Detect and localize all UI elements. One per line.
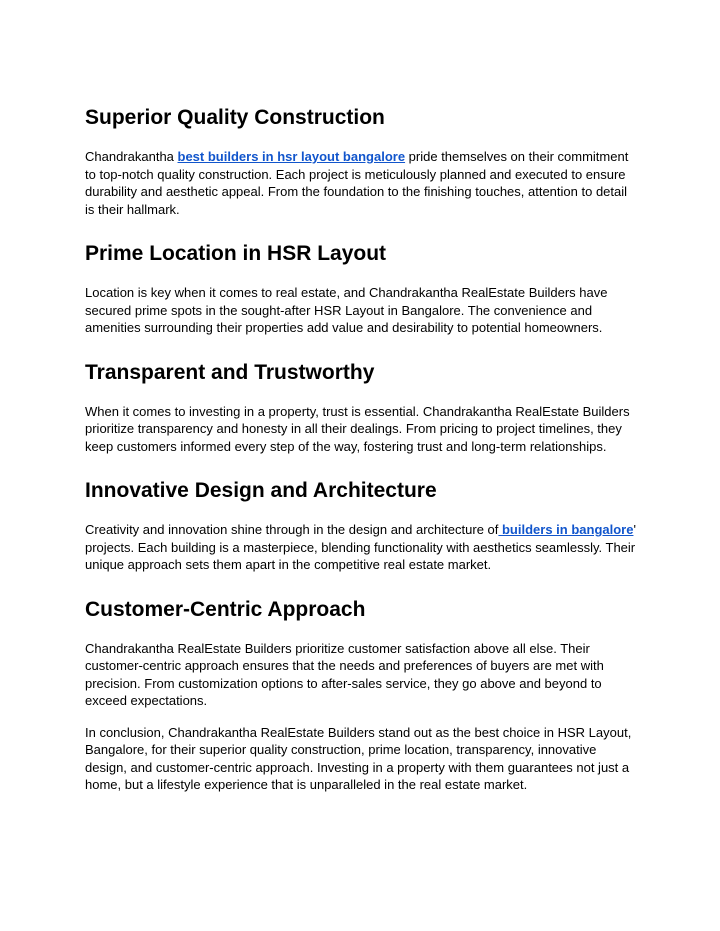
section-heading: Prime Location in HSR Layout	[85, 242, 387, 265]
section-paragraph: Chandrakantha RealEstate Builders prioritize customer satisfaction above all else. Their customer-centric approach ensures that the needs and preferences of buyers are met with precision. From customization options to after-sales service, they go above and beyond to exceed expectations.	[85, 640, 604, 708]
paragraph-text: ' projects. Each building is a masterpiece, blending functionality with aesthetics seamlessly. Their unique approach sets them apart in the competitive real estate market.	[85, 522, 636, 572]
section-heading: Transparent and Trustworthy	[85, 360, 375, 384]
paragraph-text: Chandrakantha	[85, 149, 178, 164]
section-paragraph: When it comes to investing in a property, trust is essential. Chandrakantha RealEstate Builders prioritize transparency and honesty in all their dealings. From pricing to project timelines, they keep customers informed every step of the way, fostering trust and long-term relationships.	[85, 403, 630, 454]
document-page	[85, 104, 637, 808]
section-paragraph	[85, 148, 637, 218]
paragraph-text: pride themselves on their commitment to top-notch quality construction. Each project is meticulously planned and executed to ensure durability and aesthetic appeal. From the foundation to the finishing touches, attention to detail is their hallmark.	[85, 149, 629, 217]
section-innovative-design	[85, 477, 637, 574]
section-heading: Customer-Centric Approach	[85, 597, 366, 621]
section-paragraph	[85, 521, 637, 574]
section-paragraph: Location is key when it comes to real estate, and Chandrakantha RealEstate Builders have secured prime spots in the sought-after HSR Layout in Bangalore. The convenience and amenities surrounding their properties add value and desirability to potential homeowners.	[85, 285, 608, 335]
section-prime-location	[85, 240, 637, 337]
section-transparent	[85, 359, 637, 456]
builders-hsr-link[interactable]: best builders in hsr layout bangalore	[177, 149, 406, 164]
conclusion-paragraph: In conclusion, Chandrakantha RealEstate Builders stand out as the best choice in HSR Layout, Bangalore, for their superior quality construction, prime location, transparency, innovative design, and customer-centric approach. Investing in a property with them guarantees not just a home, but a lifestyle experience that is unparalleled in the real estate market.	[85, 724, 632, 792]
section-superior-quality	[85, 104, 637, 218]
section-customer-centric	[85, 596, 637, 794]
builders-bangalore-link[interactable]: builders in bangalore	[498, 522, 634, 537]
paragraph-text: Creativity and innovation shine through in the design and architecture of	[85, 522, 499, 537]
section-heading: Superior Quality Construction	[85, 106, 385, 129]
section-heading: Innovative Design and Architecture	[85, 479, 437, 502]
